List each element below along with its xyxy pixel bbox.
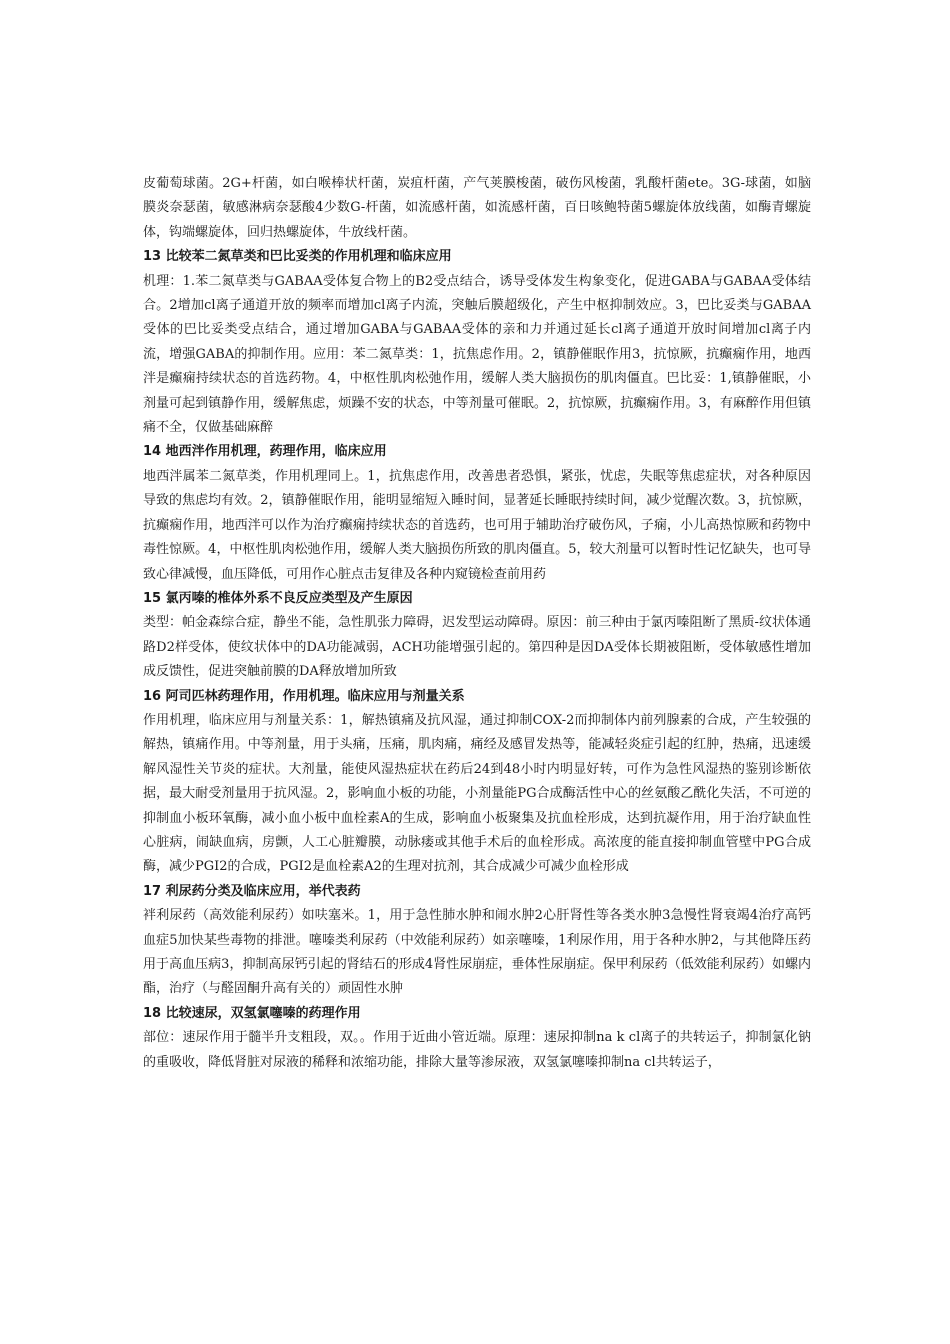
paragraph-aspirin: 作用机理，临床应用与剂量关系：1，解热镇痛及抗风湿，通过抑制COX-2而抑制体内前列腺素的合成，产生较强的解热，镇痛作用。中等剂量，用于头痛，压痛，肌肉痛，痛经及感冒发热等，能减轻炎症引起的红肿，热痛，迅速缓解风湿性关节炎的症状。大剂量，能使风湿热症状在药后24到48小时内明显好转，可作为急性风湿热的鉴别诊断依据，最大耐受剂量用于抗风湿。2，影响血小板的功能，小剂量能PG合成酶活性中心的丝氨酸乙酰化失活，不可逆的抑制血小板环氧酶，减小血小板中血栓素A的生成，影响血小板聚集及抗血栓形成，达到抗凝作用，用于治疗缺血性心脏病，闹缺血病，房颤，人工心脏瓣膜，动脉瘘或其他手术后的血栓形成。高浓度的能直接抑制血管壁中PG合成酶，减少PGI2的合成，PGI2是血栓素A2的生理对抗剂，其合成减少可减少血栓形成 <box>143 712 811 875</box>
section-heading-14: 14 地西泮作用机理，药理作用，临床应用 <box>143 444 387 460</box>
section-heading-16: 16 阿司匹林药理作用，作用机理。临床应用与剂量关系 <box>143 688 465 704</box>
paragraph-diuretics: 袢利尿药（高效能利尿药）如呋塞米。1，用于急性肺水肿和闹水肿2心肝肾性等各类水肿3急慢性肾衰竭4治疗高钙血症5加快某些毒物的排泄。噻嗪类利尿药（中效能利尿药）如亲噻嗪，1利尿作用，用于各种水肿2，与其他降压药用于高血压病3，抑制高尿钙引起的肾结石的形成4肾性尿崩症，垂体性尿崩症。保甲利尿药（低效能利尿药）如螺内酯，治疗（与醛固酮升高有关的）顽固性水肿 <box>143 908 811 997</box>
paragraph-diazepam: 地西泮属苯二氮草类，作用机理同上。1，抗焦虑作用，改善患者恐惧，紧张，忧虑，失眠等焦虑症状，对各种原因导致的焦虑均有效。2，镇静催眠作用，能明显缩短入睡时间，显著延长睡眠持续时间，减少觉醒次数。3，抗惊厥，抗癫痫作用，地西泮可以作为治疗癫痫持续状态的首选药，也可用于辅助治疗破伤风，子痫，小儿高热惊厥和药物中毒性惊厥。4，中枢性肌肉松弛作用，缓解人类大脑损伤所致的肌肉僵直。5，较大剂量可以暂时性记忆缺失，也可导致心律减慢，血压降低，可用作心脏点击复律及各种内窥镜检查前用药 <box>143 468 811 582</box>
paragraph-benzodiazepine-barbiturate: 机理：1.苯二氮草类与GABAA受体复合物上的B2受点结合，诱导受体发生构象变化，促进GABA与GABAA受体结合。2增加cl离子通道开放的频率而增加cl离子内流，突触后膜超级化，产生中枢抑制效应。3，巴比妥类与GABAA受体的巴比妥类受点结合，通过增加GABA与GABAA受体的亲和力并通过延长cl离子通道开放时间增加cl离子内流，增强GABA的抑制作用。应用：苯二氮草类：1，抗焦虑作用。2，镇静催眠作用3，抗惊厥，抗癫痫作用，地西泮是癫痫持续状态的首选药物。4，中枢性肌肉松弛作用，缓解人类大脑损伤的肌肉僵直。巴比妥：1,镇静催眠，小剂量可起到镇静作用，缓解焦虑，烦躁不安的状态，中等剂量可催眠。2，抗惊厥，抗癫痫作用。3，有麻醉作用但镇痛不全，仅做基础麻醉 <box>143 273 811 436</box>
section-heading-17: 17 利尿药分类及临床应用，举代表药 <box>143 883 361 899</box>
section-heading-18: 18 比较速尿，双氢氯噻嗪的药理作用 <box>143 1005 361 1021</box>
document-page <box>143 172 811 1075</box>
paragraph-bacteria-classification: 皮葡萄球菌。2G+杆菌，如白喉棒状杆菌，炭疽杆菌，产气荚膜梭菌，破伤风梭菌，乳酸杆菌ete。3G-球菌，如脑膜炎奈瑟菌，敏感淋病奈瑟酸4少数G-杆菌，如流感杆菌，如流感杆菌，百日咳鲍特菌5螺旋体放线菌，如酶青螺旋体，钩端螺旋体，回归热螺旋体，牛放线杆菌。 <box>143 176 811 240</box>
section-heading-13: 13 比较苯二氮草类和巴比妥类的作用机理和临床应用 <box>143 249 452 265</box>
section-heading-15: 15 氯丙嗪的椎体外系不良反应类型及产生原因 <box>143 590 413 606</box>
paragraph-chlorpromazine-eps: 类型：帕金森综合症，静坐不能，急性肌张力障碍，迟发型运动障碍。原因：前三种由于氯丙嗪阻断了黑质-纹状体通路D2样受体，使纹状体中的DA功能减弱，ACH功能增强引起的。第四种是因DA受体长期被阻断，受体敏感性增加成反馈性，促进突触前膜的DA释放增加所致 <box>143 615 811 680</box>
paragraph-furosemide-hctz: 部位：速尿作用于髓半升支粗段，双。。作用于近曲小管近端。原理：速尿抑制na k cl离子的共转运子，抑制氯化钠的重吸收，降低肾脏对尿液的稀释和浓缩功能，排除大量等渗尿液，双氢氯噻嗪抑制na cl共转运子， <box>143 1030 811 1070</box>
